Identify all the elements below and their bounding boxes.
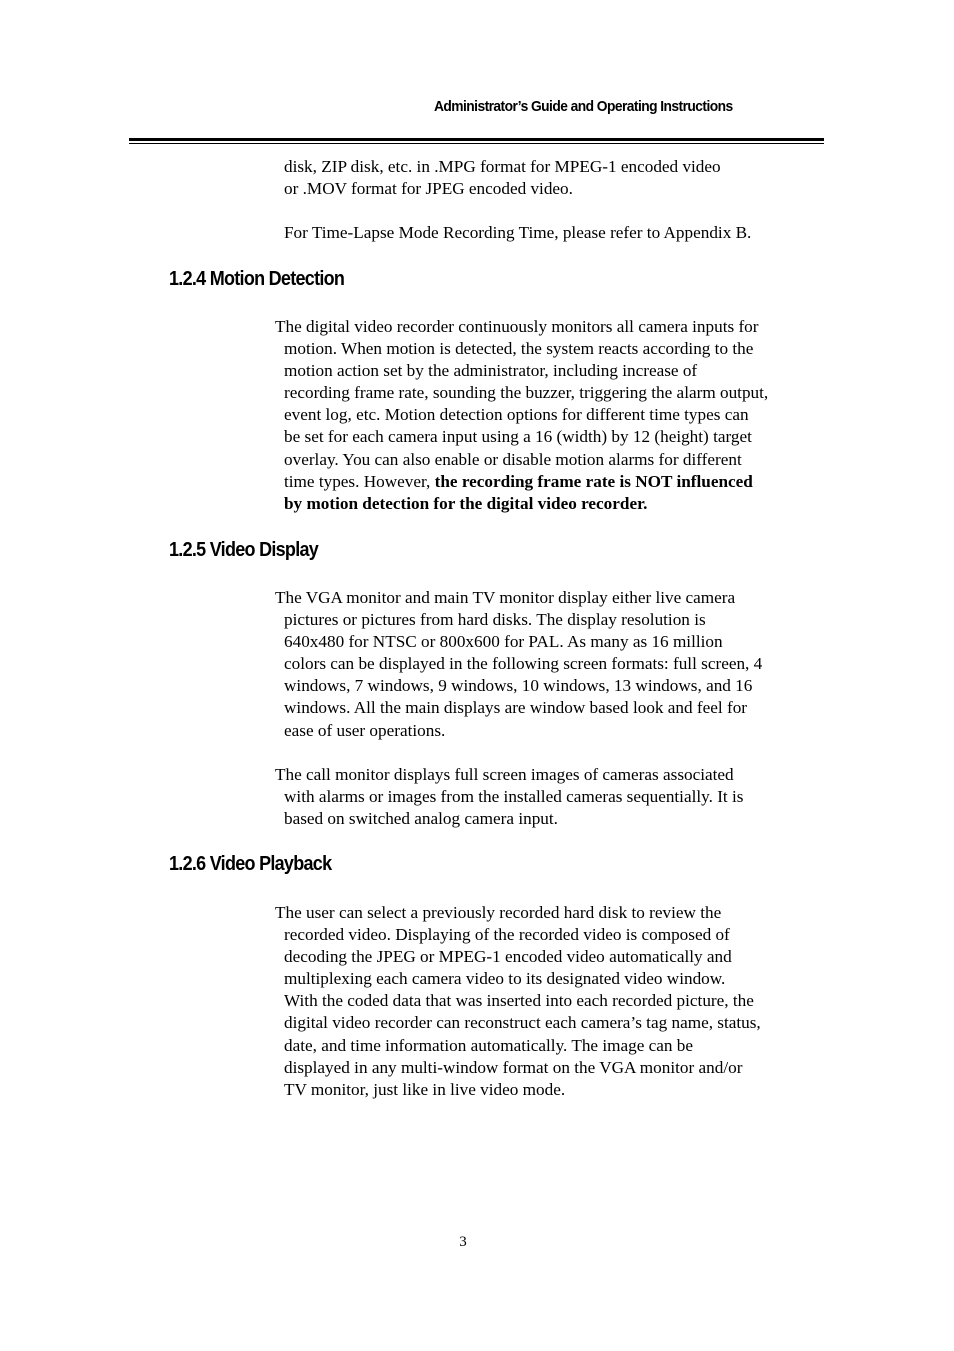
text-line: displayed in any multi-window format on the VGA monitor and/or — [284, 1057, 743, 1077]
text-line: motion action set by the administrator, including increase of — [284, 361, 698, 381]
text-line: event log, etc. Motion detection options for different time types can — [284, 405, 749, 425]
text-line: The VGA monitor and main TV monitor display either live camera — [275, 588, 736, 607]
timelapse-note — [284, 222, 751, 244]
heading-video-playback: 1.2.6 Video Playback — [169, 853, 332, 875]
text-line: The user can select a previously recorded hard disk to review the — [275, 903, 722, 922]
text-line — [275, 493, 768, 515]
text-line: 640x480 for NTSC or 800x600 for PAL. As many as 16 million — [284, 632, 723, 652]
text-line: colors can be displayed in the following screen formats: full screen, 4 — [284, 654, 763, 674]
text-line: windows. All the main displays are window based look and feel for — [284, 698, 748, 718]
header-rule-thick — [129, 138, 824, 141]
text-line: based on switched analog camera input. — [284, 809, 558, 829]
text-line: ease of user operations. — [284, 720, 446, 740]
text-line: pictures or pictures from hard disks. The display resolution is — [284, 610, 706, 630]
text-line: recording frame rate, sounding the buzzer, triggering the alarm output, — [284, 383, 769, 403]
header-title: Administrator’s Guide and Operating Instructions — [434, 98, 733, 115]
heading-video-display: 1.2.5 Video Display — [169, 539, 319, 561]
text-line: For Time-Lapse Mode Recording Time, please refer to Appendix B. — [284, 223, 752, 242]
text-line: decoding the JPEG or MPEG-1 encoded video automatically and — [284, 947, 732, 967]
text-line: The digital video recorder continuously monitors all camera inputs for — [275, 317, 759, 336]
text-line: motion. When motion is detected, the system reacts according to the — [284, 339, 754, 359]
intro-paragraph — [284, 156, 721, 200]
video-display-paragraph-2 — [275, 764, 743, 830]
emphasis-text: by motion detection for the digital video recorder. — [284, 493, 648, 513]
text-line: with alarms or images from the installed cameras sequentially. It is — [284, 787, 744, 807]
text-line: or .MOV format for JPEG encoded video. — [284, 179, 573, 199]
header-rule-thin — [129, 143, 824, 144]
page-number: 3 — [459, 1234, 467, 1250]
text-line — [275, 471, 768, 493]
text-line: date, and time information automatically. The image can be — [284, 1035, 694, 1055]
text-line: multiplexing each camera video to its designated video window. — [284, 969, 726, 989]
text-line: overlay. You can also enable or disable motion alarms for different — [284, 449, 742, 469]
video-playback-paragraph — [275, 902, 761, 1101]
heading-motion-detection: 1.2.4 Motion Detection — [169, 268, 345, 290]
text-line: TV monitor, just like in live video mode. — [284, 1079, 566, 1099]
text-line: recorded video. Displaying of the recorded video is composed of — [284, 925, 730, 945]
text-line: disk, ZIP disk, etc. in .MPG format for MPEG-1 encoded video — [284, 157, 721, 176]
video-display-paragraph-1 — [275, 587, 762, 742]
text-run: time types. However, — [284, 471, 435, 491]
text-line: be set for each camera input using a 16 (width) by 12 (height) target — [284, 427, 752, 447]
motion-detection-paragraph — [275, 316, 768, 515]
emphasis-text: the recording frame rate is NOT influenced — [434, 471, 753, 491]
text-line: digital video recorder can reconstruct each camera’s tag name, status, — [284, 1013, 761, 1033]
text-line: windows, 7 windows, 9 windows, 10 windows, 13 windows, and 16 — [284, 676, 753, 696]
text-line: With the coded data that was inserted into each recorded picture, the — [284, 991, 754, 1011]
text-line: The call monitor displays full screen images of cameras associated — [275, 765, 734, 784]
